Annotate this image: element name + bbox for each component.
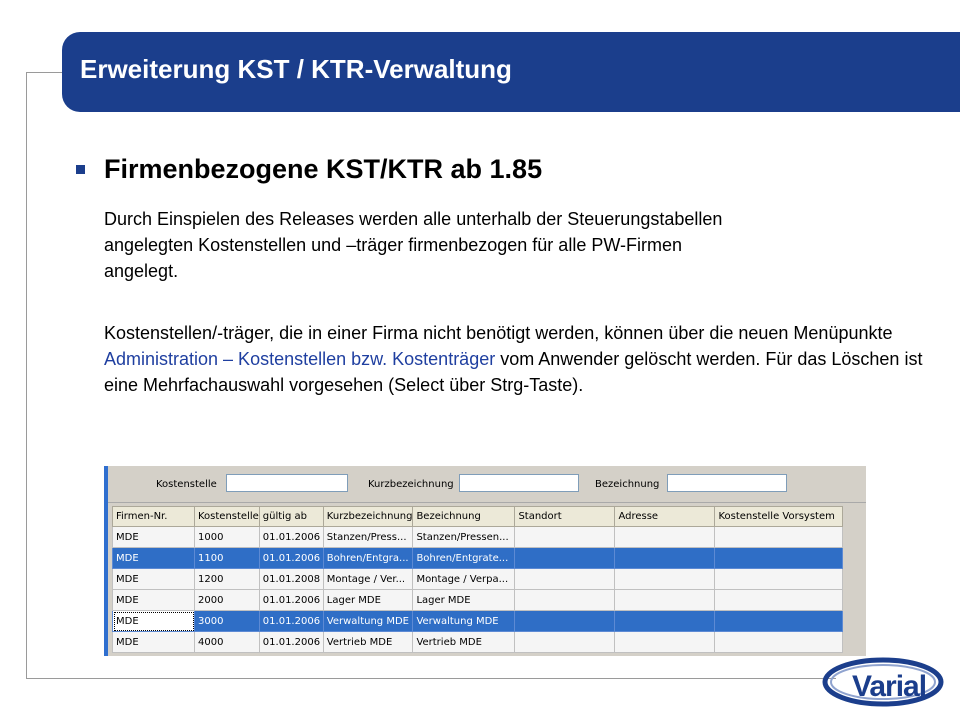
cell-standort[interactable] <box>515 632 615 653</box>
section-heading: Firmenbezogene KST/KTR ab 1.85 <box>104 154 543 184</box>
cell-adresse[interactable] <box>615 527 715 548</box>
frame-line-top <box>26 72 66 73</box>
cell-kurzbezeichnung[interactable]: Vertrieb MDE <box>323 632 413 653</box>
filter-separator <box>108 502 866 503</box>
cell-kurzbezeichnung[interactable]: Stanzen/Press... <box>323 527 413 548</box>
cell-kostenstelle-vorsystem[interactable] <box>715 632 843 653</box>
table-row[interactable] <box>113 527 843 548</box>
cell-bezeichnung[interactable]: Stanzen/Pressen... <box>413 527 515 548</box>
cell-bezeichnung[interactable]: Verwaltung MDE <box>413 611 515 632</box>
column-header-gueltig-ab[interactable]: gültig ab <box>259 507 323 527</box>
filter-input-bezeichnung[interactable] <box>667 474 787 492</box>
cell-standort[interactable] <box>515 527 615 548</box>
cell-gueltig-ab[interactable]: 01.01.2006 <box>259 632 323 653</box>
title-bar <box>62 32 960 112</box>
filter-input-kurzbezeichnung[interactable] <box>459 474 579 492</box>
paragraph-delete-info <box>104 320 924 398</box>
cell-kostenstelle[interactable]: 1100 <box>195 548 260 569</box>
cell-kurzbezeichnung[interactable]: Bohren/Entgra... <box>323 548 413 569</box>
cell-firmen-nr[interactable]: MDE <box>113 590 195 611</box>
cell-kostenstelle-vorsystem[interactable] <box>715 569 843 590</box>
cell-kostenstelle-vorsystem[interactable] <box>715 527 843 548</box>
column-header-kurzbezeichnung[interactable]: Kurzbezeichnung <box>323 507 413 527</box>
cell-kurzbezeichnung[interactable]: Verwaltung MDE <box>323 611 413 632</box>
cell-firmen-nr[interactable]: MDE <box>113 632 195 653</box>
filter-input-kostenstelle[interactable] <box>226 474 348 492</box>
cell-adresse[interactable] <box>615 569 715 590</box>
cost-center-table <box>112 506 843 653</box>
column-header-bezeichnung[interactable]: Bezeichnung <box>413 507 515 527</box>
table-header-row <box>113 507 843 527</box>
cell-kurzbezeichnung[interactable]: Montage / Ver... <box>323 569 413 590</box>
column-header-firmen-nr[interactable]: Firmen-Nr. <box>113 507 195 527</box>
filter-label-kostenstelle: Kostenstelle <box>156 479 217 490</box>
menu-path-highlight: Administration – Kostenstellen bzw. Kostenträger <box>104 349 496 369</box>
column-header-kostenstelle-vorsystem[interactable]: Kostenstelle Vorsystem <box>715 507 843 527</box>
cell-kostenstelle-vorsystem[interactable] <box>715 611 843 632</box>
filter-label-kurzbezeichnung: Kurzbezeichnung <box>368 479 454 490</box>
cell-kostenstelle[interactable]: 2000 <box>195 590 260 611</box>
slide-title: Erweiterung KST / KTR-Verwaltung <box>80 54 512 84</box>
cell-gueltig-ab[interactable]: 01.01.2006 <box>259 611 323 632</box>
cell-firmen-nr[interactable]: MDE <box>113 527 195 548</box>
cell-adresse[interactable] <box>615 611 715 632</box>
bullet-square-icon <box>76 165 85 174</box>
cell-standort[interactable] <box>515 611 615 632</box>
paragraph-delete-text-end: vom Anwender gelöscht werden. Für das Löschen ist eine Mehrfachauswahl vorgesehen (Select über Strg-Taste). <box>104 349 923 395</box>
varial-logo: Varial <box>852 670 927 703</box>
cell-firmen-nr[interactable]: MDE <box>113 569 195 590</box>
cell-kostenstelle[interactable]: 4000 <box>195 632 260 653</box>
cell-kostenstelle-vorsystem[interactable] <box>715 590 843 611</box>
cell-standort[interactable] <box>515 548 615 569</box>
cell-kostenstelle-vorsystem[interactable] <box>715 548 843 569</box>
table-row[interactable] <box>113 590 843 611</box>
cell-kostenstelle[interactable]: 1000 <box>195 527 260 548</box>
window-edge <box>104 466 108 656</box>
paragraph-intro: Durch Einspielen des Releases werden alle unterhalb der Steuerungstabellen angelegten Kostenstellen und –träger firmenbezogen für alle PW-Firmen angelegt. <box>104 209 723 281</box>
column-header-kostenstelle[interactable]: Kostenstelle <box>195 507 260 527</box>
cell-gueltig-ab[interactable]: 01.01.2008 <box>259 569 323 590</box>
cell-standort[interactable] <box>515 590 615 611</box>
cell-gueltig-ab[interactable]: 01.01.2006 <box>259 527 323 548</box>
cell-firmen-nr[interactable]: MDE <box>113 548 195 569</box>
table-row[interactable] <box>113 632 843 653</box>
paragraph-delete-text-start: Kostenstellen/-träger, die in einer Firma nicht benötigt werden, können über die neuen Menüpunkte <box>104 323 893 343</box>
cell-kostenstelle[interactable]: 1200 <box>195 569 260 590</box>
cell-standort[interactable] <box>515 569 615 590</box>
cell-bezeichnung[interactable]: Vertrieb MDE <box>413 632 515 653</box>
column-header-standort[interactable]: Standort <box>515 507 615 527</box>
cell-gueltig-ab[interactable]: 01.01.2006 <box>259 590 323 611</box>
cell-firmen-nr-focused[interactable]: MDE <box>113 611 195 632</box>
table-row-selected[interactable] <box>113 611 843 632</box>
embedded-screenshot <box>104 466 866 656</box>
cell-bezeichnung[interactable]: Lager MDE <box>413 590 515 611</box>
cell-adresse[interactable] <box>615 632 715 653</box>
cell-kurzbezeichnung[interactable]: Lager MDE <box>323 590 413 611</box>
table-row[interactable] <box>113 569 843 590</box>
cell-bezeichnung[interactable]: Bohren/Entgrate... <box>413 548 515 569</box>
cell-gueltig-ab[interactable]: 01.01.2006 <box>259 548 323 569</box>
frame-line-left <box>26 72 27 678</box>
column-header-adresse[interactable]: Adresse <box>615 507 715 527</box>
table-row-selected[interactable] <box>113 548 843 569</box>
cell-kostenstelle[interactable]: 3000 <box>195 611 260 632</box>
cell-bezeichnung[interactable]: Montage / Verpa... <box>413 569 515 590</box>
filter-label-bezeichnung: Bezeichnung <box>595 479 660 490</box>
frame-line-bottom <box>26 678 836 679</box>
cell-adresse[interactable] <box>615 548 715 569</box>
cell-adresse[interactable] <box>615 590 715 611</box>
